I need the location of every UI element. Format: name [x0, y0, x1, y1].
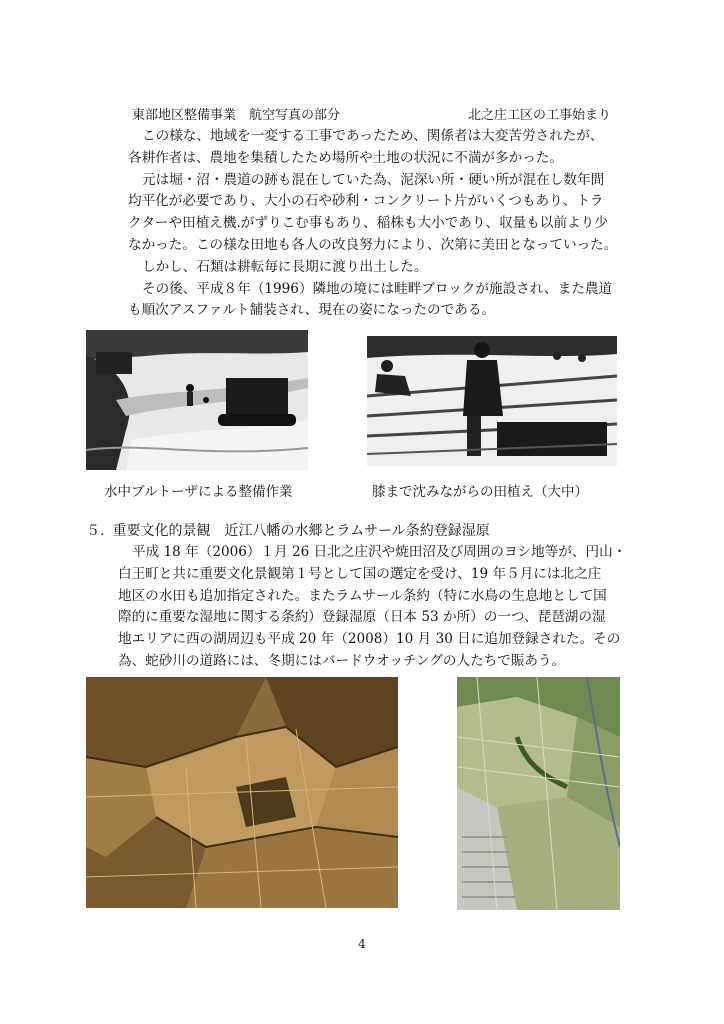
header-left-label: 東部地区整備事業 航空写真の部分 [132, 108, 341, 123]
body-line: しかし、石類は耕転毎に長期に渡り出土した。 [142, 258, 428, 275]
bulldozer-caption: 水中ブルトーザによる整備作業 [104, 484, 293, 500]
body-line: クターや田植え機.がずりこむ事もあり、稲株も大小であり、収量も以前より少 [128, 215, 608, 232]
section-text [118, 542, 638, 673]
body-line: その後、平成８年（1996）隣地の境には畦畔ブロックが施設され、また農道 [142, 280, 613, 297]
rice-planting-photo [367, 336, 617, 466]
body-line: 各耕作者は、農地を集積したため場所や土地の状況に不満が多かった。 [128, 149, 563, 166]
section-title: 重要文化的景観 近江八幡の水郷とラムサール条約登録湿原 [112, 523, 490, 539]
section-line: 地区の水田も追加指定された。またラムサール条約（特に水鳥の生息地として国 [118, 587, 607, 604]
body-line: この様な、地域を一変する工事であったため、関係者は大変苦労されたが、 [142, 128, 604, 144]
section-number: ５. [86, 523, 105, 539]
page-number: 4 [358, 937, 366, 951]
section-line: 平成 18 年（2006）１月 26 日北之庄沢や焼田沼及び周囲のヨシ地等が、円山・ [132, 544, 627, 560]
planting-caption: 膝まで沈みながらの田植え（大中） [372, 484, 588, 500]
section-line: 白王町と共に重要文化景観第１号として国の選定を受け、19 年５月には北之庄 [118, 565, 602, 582]
section-line: 地エリアに西の湖周辺も平成 20 年（2008）10 月 30 日に追加登録された。その [118, 631, 621, 648]
body-line: 元は堀・沼・農道の跡も混在していた為、泥深い所・硬い所が混在し数年間 [142, 171, 605, 188]
section-heading [86, 520, 490, 540]
section-line: 為、蛇砂川の道路には、冬期にはバードウオッチングの人たちで賑あう。 [118, 652, 566, 669]
body-text [128, 126, 648, 322]
aerial-photo-current [457, 677, 620, 910]
bulldozer-photo [86, 330, 308, 470]
body-line: も順次アスファルト舗装され、現在の姿になったのである。 [128, 302, 496, 319]
aerial-photo-historical [86, 677, 398, 908]
section-line: 際的に重要な湿地に関する条約）登録湿原（日本 53 か所）の一つ、琵琶湖の湿 [118, 609, 606, 626]
body-line: 均平化が必要であり、大小の石や砂利・コンクリート片がいくつもあり、トラ [128, 193, 604, 210]
header-right-label: 北之庄工区の工事始まり [468, 108, 612, 123]
body-line: なかった。この様な田地も各人の改良努力により、次第に美田となっていった。 [128, 236, 618, 253]
